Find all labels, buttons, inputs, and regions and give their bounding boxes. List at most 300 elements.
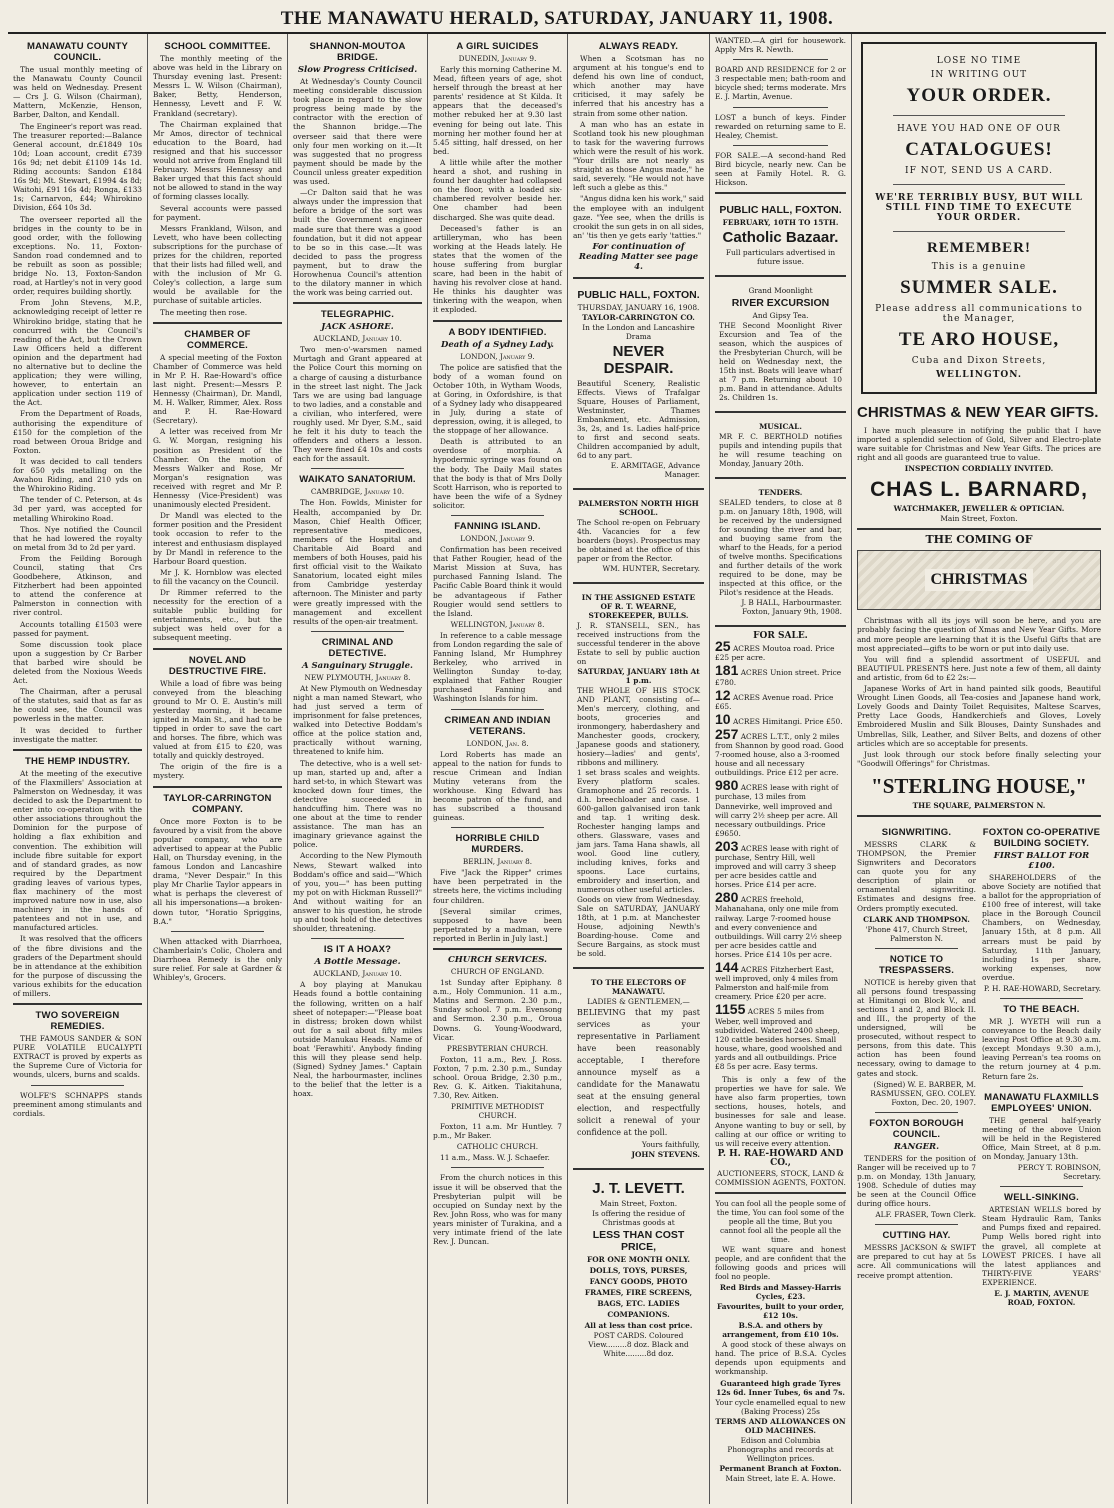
subheadline: JACK ASHORE. [321,322,394,333]
headline: CHAMBER OF COMMERCE. [184,328,251,351]
signature: PERCY T. ROBINSON, Secretary. [1017,1163,1101,1182]
ad-pretitle: Grand Moonlight [748,286,813,296]
lower-ads [857,822,1101,1308]
paragraph: Accounts totalling £1503 were passed for payment. [13,619,142,638]
divider [857,815,1101,817]
subheadline: FIRST BALLOT FOR £100. [993,850,1090,871]
masthead: THE MANAWATU HERALD, SATURDAY, JANUARY 11, 1908. [8,0,1106,34]
ad-excursion [715,282,846,406]
paragraph: Some discussion took place upon a suggestion by Cr Barber that barbed wire should be deleted from the Noxious Weeds Act. [13,639,142,686]
headline: CRIMINAL AND DETECTIVE. [321,636,394,659]
paragraph: THE general half-yearly meeting of the above Union will be held in the Registered Office, Main Street, at 8 p.m. on Monday, January 13th. [982,1115,1101,1162]
ad-footer: Goods on view from Wednesday. Sale on SATURDAY, JANUARY 18th, at 1 p.m. at Manchester House, adjoining Newth's Boarding-house. Come and Secure Bargains, as stock must be sold. [577,894,700,958]
ad-tagline: All at less than cost price. [584,1320,693,1330]
christmas-illustration [857,550,1101,610]
divider [715,625,846,627]
sale-listing [715,1001,846,1071]
headline: HORRIBLE CHILD MURDERS. [455,833,540,856]
paragraph: MESSRS JACKSON & SWIFT are prepared to cut hay at 5s acre. All communications will receive prompt attention. [857,1243,976,1280]
paragraph: SHAREHOLDERS of the above Society are notified that a ballot for the appropriation of £100 free of interest, will take place in the Borough Council Chambers, on Wednesday, January 15th, at 8 p.m. All arrears must be paid by Saturday, 11th January, including 1s per share, working expenses, now overdue. [982,872,1101,982]
dateline: AUCKLAND, January 10. [313,969,402,979]
ad-musical [715,418,846,472]
acres-number: 25 [715,638,731,655]
acres-number: 280 [715,889,739,906]
paragraph: When a Scotsman has no argument at his tongue's end to defend his own line of conduct, which another may have criticised, it may safely be inferred that his ancestry has a strain from some other nation. [573,54,704,118]
headline: A BODY IDENTIFIED. [448,326,547,338]
paragraph: You will find a splendid assortment of USEFUL and BEAUTIFUL PRESENTS here. Just note a few of them, all dainty and artistic, from 6d to £2 2s:— [857,654,1101,682]
divider [451,827,544,828]
ad-high-school [573,495,704,577]
ad-line: This is a genuine [931,262,1027,272]
address-line: Main Street, late E. A. Howe. [725,1473,836,1483]
paragraph: [Several similar crimes, supposed to have been perpetrated by a madman, were reported in Berlin in July last.] [433,906,562,943]
paragraph: It was decided to further investigate the matter. [13,725,142,744]
ad-never-despair [573,284,704,483]
divider [171,931,264,932]
paragraph: When attacked with Diarrhoea, Chamberlain's Colic, Cholera and Diarrhoea Remedy is the only sure relief. For sale at Gardner & Whibley's, Grocers. [153,936,282,983]
dateline: CAMBRIDGE, January 10. [310,487,405,497]
divider [573,277,704,279]
ad-body: THE Second Moonlight River Excursion and Tea of the season, which the auspices of the Presbyterian Church, will be held on Wednesday next, the 15th inst. Boats will leave wharf at 7 p.m. Returning about 10 p.m. Band in attendance. Adults 2s. Children 1s. [719,321,842,403]
headline: TELEGRAPHIC. [320,309,395,321]
divider [13,1003,142,1005]
paragraph: Dr Mandl was elected to the former position and the President took occasion to refer to the interest and enthusiasm displayed by Dr Mandl in reference to the Harbour Board question. [153,511,282,566]
paragraph: WE want square and honest people, and are confident that the following goods and prices will fool no people. [715,1244,846,1282]
ad-title: TO THE ELECTORS OF MANAWATU. [590,977,687,996]
barnard-name: CHAS L. BARNARD, [870,478,1088,502]
dateline: LONDON, January 9. [460,351,535,361]
headline: NOTICE TO TRESPASSERS. [878,953,955,976]
paragraph: From the Feilding Borough Council, stating that Crs Goodbehere, Atkinson, and Fitzherbert had been appointed to attend the conference at Palmerston in connection with river control. [13,553,142,618]
ad-signature: WM. HUNTER, Secretary. [602,563,700,573]
acres-number: 181 [715,662,739,679]
continuation-note: For continuation of Reading Matter see page 4. [578,241,699,272]
paragraph: The monthly meeting of the above was held in the Library on Thursday evening last. Present: Messrs L. W. Wilson (Chairman), Baker, Betty, Henderson, Hennessy, Levett and F. W. Frankland (secretary). [153,54,282,118]
divider [31,1085,124,1086]
divider [451,709,544,710]
divider [311,468,404,469]
listing-text: ACRES Union street. Price £780. [715,668,842,687]
headline: WELL-SINKING. [1004,1192,1079,1204]
paragraph: I have much pleasure in notifying the public that I have imported a splendid selection of Gold, Silver and Electro-plate ware suitable for Christmas and New Year Gifts. The prices are right and all goods are guaranteed true to value. [857,426,1101,463]
headline: SCHOOL COMMITTEE. [164,41,271,52]
ad-venue: PUBLIC HALL, FOXTON. [577,288,700,301]
price-line: Guaranteed high grade Tyres 12s 6d. Inner Tubes, 6s and 7s. [716,1378,845,1397]
dateline: DUNEDIN, January 9. [458,54,537,63]
sale-listing [715,710,846,727]
ad-electors [573,974,704,1163]
paragraph: NOTICE is hereby given that all persons found trespassing at Himitangi on Block V., and sections 1 and 2, and Block II. and III., the property of the undersigned, will be prosecuted, without respect to persons, from this date. This action has been found necessary, owing to damage to gates and stock. [857,977,976,1078]
listing-text: ACRES Himitangi. Price £50. [732,716,843,726]
ad-signature: E. ARMITAGE, Advance Manager. [610,460,700,479]
church-times: Foxton, 11 a.m., Rev. J. Ross. Foxton, 7 p.m. 2.30 p.m., Sunday school. Oroua Bridge, 2.30 p.m., Rev. G. K. Aitken. Tiakitahuna, 7.30, Rev. Aitken. [433,1054,562,1101]
paragraph: ARTESIAN WELLS bored by Steam Hydraulic Ram, Tanks and Pumps fixed and repaired. Pump Wells bored right into the gravel, all complete at LOWEST PRICES. I have all the latest appliances and THIRTY-FIVE YEARS' EXPERIENCE. [982,1205,1101,1287]
headline: TWO SOVEREIGN REMEDIES. [35,1010,120,1033]
ad-items: 1 set brass scales and weights. Every platform scales. Gramophone and 25 records. 1 d.h. breechloader and case. 1 600-gallon galvanised iron tank and tap. 1 writing desk. Rochester hanging lamps and others. Glassware, vases and jam jars. Tama Hana shawls, all wool. Good line cutlery, including knives, forks and spoons. Lace curtains, embroidery and insertion, and numerous other useful articles. [577,767,700,894]
terms-line: TERMS AND ALLOWANCES ON OLD MACHINES. [715,1416,846,1435]
signature: P. H. RAE-HOWARD, Secretary. [983,984,1101,993]
church-times: 11 a.m., Mass. W. J. Schaefer. [440,1153,550,1163]
paragraph: The Chairman explained that Mr Amos, director of technical education to the Board, had resigned and that his successor would not arrive from England till February. Messrs Hennessy and Baker urged that this fact should not be allowed to stand in the way of forming classes locally. [153,119,282,202]
subheadline: A Sanguinary Struggle. [301,660,413,671]
ad-period: FOR ONE MONTH ONLY. [586,1254,691,1264]
ad-bazaar [715,199,846,270]
ad-highlight: LESS THAN COST PRICE, [592,1228,685,1253]
headline: CRIMEAN AND INDIAN VETERANS. [444,714,551,737]
divider [893,231,1065,232]
divider [893,184,1065,185]
paragraph: The Engineer's report was read. The treasurer reported:—Balance General account, dr.£1849 10s 10d; Loan account, credit £739 16s 9d; net debit £1109 14s 1d. Riding accounts: Sandon £184 16s 9d; Mt. Stewart, £1994 4s 8d; Waitohi, £91 16s 4d; Ronga, £133 1s; Carnarvon, £44; Whirokino Division, £64 10s 3d. [13,121,142,213]
paragraph: This is only a few of the properties we have for sale. We have also farm properties, town sections, houses, hotels, and businesses for sale and lease. Anyone wanting to buy or sell, by calling at our office or writing to us will receive every attention. [715,1075,846,1148]
listing-text: ACRES Moutoa road. Price £25 per acre. [715,644,835,663]
christmas-banner: CHRISTMAS [925,569,1034,591]
ad-date: THURSDAY, JANUARY 16, 1908. [577,302,700,312]
barnard-trade: WATCHMAKER, JEWELLER & OPTICIAN. [893,504,1065,514]
paragraph: The usual monthly meeting of the Manawatu County Council was held on Wednesday. Present — Crs J. G. Wilson (Chairman), Mattern, McKenzie, Henson, Barber, Dalton, and Kendall. [13,65,142,120]
classified-ad: BOARD AND RESIDENCE for 2 or 3 respectable men; bath-room and bicycle shed; terms moderate. Mrs E. J. Martin, Avenue. [715,65,846,102]
sale-listing [715,959,846,1002]
divider [875,948,958,949]
dateline: LONDON, Jan. 8. [466,738,529,748]
paragraph: The tender of C. Peterson, at 4s 3d per yard, was accepted for metalling Whirokino Road. [13,495,142,523]
paragraph: At New Plymouth on Wednesday night a man named Stewart, who had just served a term of imprisonment for false pretences, walked into Detective Boddam's office at the police station and, practically without warning, threatened to knife him. [293,683,422,757]
listing-text: ACRES Fitzherbert East, well improved, only 4 miles from Palmerston and half-mile from creamery. Price £20 per acre. [715,965,838,1002]
acres-number: 203 [715,837,739,854]
barnard-address: Main Street, Foxton. [940,514,1018,524]
ad-line: HAVE YOU HAD ONE OF OUR [897,124,1061,134]
ad-body: Beautiful Scenery, Realistic Effects. Views of Trafalgar Square, Houses of Parliament, Westminster, Thames Embankment, etc. Admission, 3s, 2s, and 1s. Ladies half-price to first and second seats. Children accompanied by adult, 6d to any part. [577,378,700,460]
firm-address: 'Phone 417, Church Street, Palmerston N. [865,924,968,943]
paragraph: Just look through our stock before finally selecting your "Goodwill Offerings" for Christmas. [857,749,1101,768]
church-name: PRIMITIVE METHODIST CHURCH. [451,1102,544,1121]
paragraph: Lord Roberts has made an appeal to the nation for funds to rescue Crimean and Indian Mutiny veterans from the workhouse. King Edward has become patron of the fund, and has subscribed a thousand guineas. [433,749,562,823]
divider [875,1112,958,1113]
paragraph: TENDERS for the position of Ranger will be received up to 7 p.m. on Monday, 13th January, 1908. Schedule of duties may be seen at the Council Office during office hours. [857,1153,976,1209]
ad-closing: Yours faithfully, [641,1139,700,1149]
divider [1000,1086,1083,1087]
divider [13,749,142,751]
paragraph: A special meeting of the Foxton Chamber of Commerce was held in Mr P. H. Rae-Howard's office last night. Present:—Messrs P. Hennessy (Chairman), Dr. Mandl, M. H. Walker, Rimmer, Alex. Ross and P. H. Rae-Howard (Secretary). [153,352,282,426]
divider [715,275,846,277]
listing-text: ACRES freehold, Mahanahana, only one mile from railway. Large 7-roomed house and every convenience and outbuildings. Will carry 2½ sheep per acre besides cattle and horses. Price £14 10s per acre. [715,895,842,959]
divider [715,477,846,479]
headline: A GIRL SUICIDES [456,41,539,52]
paragraph: Thos. Nye notified the Council that he had lowered the royalty on metal from 3d to 2d per yard. [13,524,142,552]
ad-address: Main Street, Foxton. [599,1198,678,1208]
ad-company: TAYLOR-CARRINGTON CO. [582,312,695,322]
column-4 [428,34,568,1504]
classified-ad: WANTED.—A girl for housework. Apply Mrs R. Newth. [715,36,846,55]
acres-number: 144 [715,959,739,976]
ad-line: IN WRITING OUT [930,70,1028,80]
paragraph: Christmas with all its joys will soon be here, and you are probably facing the question of Xmas and New Year Gifts. More and more people are learning that it is the Useful Gifts that are most appreciated—gifts to be worn or put into daily use. [857,616,1101,653]
sale-listing [715,725,846,778]
signature: E. J. MARTIN, AVENUE ROAD, FOXTON. [994,1288,1089,1307]
ad-items: DOLLS, TOYS, PURSES, FANCY GOODS, PHOTO FRAMES, FIRE SCREENS, BAGS, ETC. LADIES COMPANIONS. [584,1265,693,1319]
paragraph: From John Stevens, M.P., acknowledging receipt of letter re Whirokino bridge, stating that he concurred with the Council's reading of the Act, but the Crown Law Officers held a different opinion and the department had no alternative but to decline the application; they were willing, however, to entertain an application under section 119 of the Act. [13,298,142,408]
price-line: Favourites, built to your order, £12 10s. [716,1302,845,1321]
divider [1000,1186,1083,1187]
ad-line: WELLINGTON. [935,370,1023,380]
paragraph: Dr Rimmer referred to the necessity for the erection of a suitable public building for entertainments, etc., but the subject was held over for a subsequent meeting. [153,587,282,643]
divider [153,322,282,324]
paragraph: The Hon. Fowlds, Minister for Health, accompanied by Dr. Mason, Chief Health Officer, representative medicoes, members of the Hospital and Charitable Aid Board and members of both Houses, paid his first official visit to the Waikato Sanatorium, located eight miles from Cambridge yesterday afternoon. The Minister and party were greatly impressed with the management and excellent results of the open-air treatment. [293,498,422,626]
columns [8,34,1106,1504]
ad-title: NEVER DESPAIR. [603,342,674,377]
ad-title: J. T. LEVETT. [592,1179,685,1197]
sale-listing [715,638,846,663]
divider [293,302,422,304]
subheadline: Death of a Sydney Lady. [441,339,554,350]
ad-body: SEALED tenders, to close at 8 p.m. on January 18th, 1908, will be received by the undersigned for sounding the river and bar, and buoying same from the wharf to the Heads, for a period of twelve months. Specifications and further details of the work required to be done, may be inspected at this office, or the Pilot's residence at the Heads. [719,498,842,598]
paragraph: A little while after the mother heard a shot, and rushing in found her daughter had collapsed on the floor, with a loaded six-chambered revolver beside her. One chamber had been discharged. She was quite dead. [433,157,562,222]
agent-description: AUCTIONEERS, STOCK, LAND & COMMISSION AGENTS, FOXTON. [715,1168,846,1187]
ad-heading: SUMMER SALE. [900,277,1058,298]
ad-heading: REMEMBER! [927,240,1031,256]
signature: ALF. FRASER, Town Clerk. [875,1210,976,1220]
ad-auction [573,589,704,962]
sale-listing [715,837,846,890]
paragraph: A man who has an estate in Scotland took his new ploughman to task for the wavering furrows which were the result of his work. "Your drills are not nearly as straight as those Angus made," he said, severely. "He would not have left such a glebe as this." [573,119,704,193]
divider [451,1167,544,1168]
church-name: PRESBYTERIAN CHURCH. [446,1043,549,1053]
divider [857,528,1101,530]
divider [715,192,846,194]
ad-body: THE WHOLE OF HIS STOCK AND PLANT, consisting of—Men's mercery, clothing, and boots, groceries and ironmongery, haberdashery and Manchester goods, crockery, Japanese goods and stationery, hosiery—ladies' and gents', ribbons and millinery. [577,685,700,767]
column-2 [148,34,288,1504]
sale-listing [715,662,846,687]
acres-number: 12 [715,686,731,703]
price-line: Your cycle enamelled equal to new (Baking Process) 25s [715,1397,846,1416]
divider [153,786,282,788]
ad-date: FEBRUARY, 10TH TO 15TH. [722,218,839,228]
listing-text: ACRES lease with right of purchase, 13 miles from Dannevirke, well improved and will carry 2½ sheep per acre. All necessary outbuildings. Price £9650. [715,783,839,838]
agent-name: P. H. RAE-HOWARD AND CO., [717,1148,844,1168]
dateline: NEW PLYMOUTH, January 8. [304,672,411,682]
paragraph: The detective, who is a well set-up man, started up and, after a hard set-to, in which Stewart was knocked down four times, the detective succeeded in handcuffing him. There was no one about at the time to render assistance. The man has an imaginary grievance against the police. [293,758,422,850]
ad-body: J. R. STANSELL, SEN., has received instructions from the successful tenderer in the above Estate to sell by public auction on [577,620,700,666]
ad-body: Is offering the residue of Christmas goods at [592,1208,685,1227]
church-name: CHURCH OF ENGLAND. [450,967,545,977]
column-5 [568,34,710,1504]
paragraph: Deceased's father is an artilleryman, who has been working at the Heads lately. He states that the women of the house suffering from burglar scare, had been in the habit of having his revolver close at hand. He thinks his daughter was tinkering with the weapon, when it exploded. [433,223,562,315]
sale-listing [715,889,846,959]
paragraph: At Wednesday's County Council meeting considerable discussion took place in regard to the slow progress being made by the contractor with the erection of the Shannon bridge.—The overseer said that there were only four men working on it.—It was suggested that no progress payment should be made by the Council unless greater expedition was used. [293,77,422,187]
headline: SIGNWRITING. [881,826,952,838]
dateline: AUCKLAND, January 10. [313,334,402,344]
ad-line: Please address all communications to the Manager, [875,304,1083,324]
divider [573,967,704,969]
divider [733,145,828,146]
ad-heading: CATALOGUES! [905,139,1053,160]
ad-date: SATURDAY, JANUARY 18th At 1 p.m. [577,666,700,685]
divider [715,1192,846,1194]
headline: FOXTON BOROUGH COUNCIL. [869,1117,964,1140]
paragraph: The origin of the fire is a mystery. [153,762,282,781]
paragraph: According to the New Plymouth News, Stewart walked into Boddam's office and said—"Which of you, you—" has been putting my pot on with Hickman Russell?" And without waiting for an answer to his question, he strode up and took hold of the detectives shoulder, threatening. [293,851,422,934]
sale-listing [715,777,846,838]
price-line: Red Birds and Massey-Harris Cycles, £23. [719,1283,842,1302]
divider [153,648,282,650]
listing-text: ACRES 5 miles from Weber, well improved and subdivided. Watered 2400 sheep, 120 cattle besides horses. Small house, whare, good woolshed and yards and all outbuildings. Price £8 5s per acre. Easy terms. [715,1007,843,1071]
ad-title: Catholic Bazaar. [722,229,839,247]
paragraph: Five "Jack the Ripper" crimes have been perpetrated in the streets here, the victims including four children. [433,868,562,905]
sale-listing [715,686,846,711]
ad-title: IN THE ASSIGNED ESTATE OF R. T. WEARNE, STOREKEEPER, BULLS. [581,592,696,620]
divider [433,320,562,322]
ad-body: The School re-open on February 4th. Vacancies for a few boarders (boys). Prospectus may be obtained at the office of this paper or from the Rector. [577,517,700,563]
sterling-address: THE SQUARE, PALMERSTON N. [912,800,1046,810]
paragraph: The police are satisfied that the body of a woman found on October 10th, in Wytham Woods, at Goring, in Oxfordshire, is that of a Sydney lady who disappeared in July, during a state of depression, owing, it is alleged, to the stoppage of her allowance. [433,362,562,436]
column-3 [288,34,428,1504]
paragraph: At the meeting of the executive of the Flaxmillers' Association at Palmerston on Wednesday, it was decided to ask the Department to enter into co-operation with the other associations throughout the Dominion for the purpose of holding a flax exhibition and convention. The exhibition will include fibre suitable for export and of standard grades, as now required by the Department grading leaves of various types, flax machinery of the most improved nature now in use, also machinery in the hands of patentees and not in use, and manufactured articles. [13,768,142,933]
paragraph: MESSRS CLARK & THOMPSON, the Premier Signwriters and Decorators can quote you for any description of plain or ornamental signwriting. Estimates and designs free. Orders promptly executed. [857,839,976,913]
headline: TAYLOR-CARRINGTON COMPANY. [163,792,272,815]
subheadline: Slow Progress Criticised. [297,65,418,75]
ad-intro: In the London and Lancashire Drama [582,322,695,341]
ad-line: WE'RE TERRIBLY BUSY, BUT WILL STILL FIND TIME TO EXECUTE YOUR ORDER. [875,193,1083,223]
phonograph-line: Edison and Columbia Phonographs and records at Wellington prices. [727,1435,834,1463]
listing-text: ACRES Avenue road. Price £65. [715,692,834,711]
divider [733,59,828,60]
ad-line: IF NOT, SEND US A CARD. [905,166,1053,176]
sterling-house-name: "STERLING HOUSE," [871,773,1087,798]
divider [451,515,544,516]
ad-postcards: POST CARDS. Coloured View.........8 doz. Black and White.........8d doz. [588,1330,689,1358]
ad-motto: You can fool all the people some of the time, You can fool some of the people all the time, But you cannot fool all the people all the time. [715,1198,846,1244]
ad-venue: PUBLIC HALL, FOXTON. [719,204,842,217]
ad-heading: YOUR ORDER. [906,85,1052,106]
ad-title: MUSICAL. [759,422,802,432]
signature: (Signed) W. E. BARBER, M. RASMUSSEN, GEO. COLEY. Foxton, Dec. 20, 1907. [870,1079,976,1107]
divider [311,631,404,632]
paragraph: Japanese Works of Art in hand painted silk goods, Beautiful Wrought Linen Goods, all Tea-cosies and Japanese hand work, Lovely Goods and Dainty Toilet Requisites, Maltese Scarves, Pretty Lace Goods, Handkerchiefs and Gloves, Lovely Embroidered Muslin and Silk Blouses, Dainty Sunshades and Umbrellas, Silk, Leather, and Silver Belts, and dozens of other articles which are so acceptable for presents. [857,684,1101,748]
paragraph: While a load of fibre was being conveyed from the bleaching ground to Mr O. E. Austin's mill yesterday morning, it became ignited in Main St., and had to be tipped in order to save the cart and horses. The fibre, which was valued at from £15 to £20, was totally and quickly destroyed. [153,678,282,761]
paragraph: —Cr Dalton said that he was always under the impression that before a bridge of the sort was built the Government engineer made sure that there was a good foundation, but it did not appear to be so in this case.—It was decided to pass the progress payment, but to draw the Horowhenua Council's attention to the dilatory manner in which the work was being carried out. [293,188,422,298]
divider [1000,998,1083,999]
church-name: CATHOLIC CHURCH. [456,1142,539,1152]
ad-heading: TE ARO HOUSE, [898,329,1060,350]
headline: IS IT A HOAX? [323,944,392,956]
headline: CUTTING HAY. [882,1230,951,1242]
lower-ads-right [982,822,1101,1308]
headline: MANAWATU COUNTY COUNCIL. [27,41,128,63]
acres-number: 980 [715,777,739,794]
paragraph: Death is attributed to an overdose of morphia. A hypodermic syringe was found on the body. The Daily Mail states that the body is that of Mrs Dolly Scott Harrison, who is reported to have been the wife of a Sydney solicitor. [433,437,562,510]
for-sale-title: FOR SALE. [753,631,808,642]
column-1 [8,34,148,1504]
headline: SHANNON-MOUTOA BRIDGE. [309,41,406,63]
column-6 [710,34,852,1504]
ad-tenders [715,484,846,620]
ad-line: LOSE NO TIME [936,56,1022,66]
paragraph: A good stock of these always on hand. The price of B.S.A. Cycles depends upon equipments and workmanship. [715,1340,846,1377]
divider [311,938,404,939]
church-services-title: CHURCH SERVICES. [447,955,548,966]
paragraph: From the Department of Roads, authorising the expenditure of £150 for the completion of the road between Oroua Bridge and Foxton. [13,409,142,455]
acres-number: 1155 [715,1001,746,1018]
ad-salutation: LADIES & GENTLEMEN,— [587,996,690,1006]
church-times: Foxton, 11 a.m. Mr Huntley. 7 p.m., Mr Baker. [433,1122,562,1141]
paragraph: Confirmation has been received that Father Rougier, head of the Marist Mission at Suva, has purchased Fanning Island. The Pacific Cable Board think it would be advantageous if Father Rougier would send settlers to the Island. [433,545,562,618]
paragraph: Messrs Frankland, Wilson, and Levett, who have been collecting subscriptions for the purchase of prizes for the children, reported that their lists had filled well, and with the inclusion of Mr G. Coley's collection, a large sum would be available for the purchase of suitable articles. [153,223,282,306]
subheadline: A Bottle Message. [314,957,401,968]
paragraph: "Angus didna ken his work," said the employee with an indulgent gaze. "Yee see, when the drills is crookit the sun gets in on all sides, an' 'tis then ye gets early 'tatties." [573,194,704,240]
paragraph: Two men-o'-warsmen named Murtagh and Grant appeared at the Police Court this morning on a charge of causing a disturbance in the street last night. The Jack Tars we are using bad language to two ladies, and a constable and a civilian, who interfered, were roughly used. Mr Dyer, S.M., said he felt it his duty to teach the offenders and others a lesson. They were fined £4 10s and costs each for the assault. [293,345,422,464]
paragraph: Once more Foxton is to be favoured by a visit from the above popular company, who are advertised to appear at the Public Hall, on Thursday evening, in the famous London and Lancashire drama, "Never Despair." In this play Mr Charlie Taylor appears in what is perhaps the cleverest of all his impersonations—a broken-down tutor, "Horatio Spriggins, B.A." [153,816,282,926]
ad-body: BELIEVING that my past services as your representative in Parliament have been reasonably acceptable, I therefore announce myself as a candidate for the Manawatu seat at the ensuing general election, and respectfully solicit a renewal of your confidence at the poll. [577,1007,700,1137]
headline: NOVEL AND DESTRUCTIVE FIRE. [168,654,267,677]
ad-title: RIVER EXCURSION [731,297,830,310]
divider [433,948,562,950]
dateline: LONDON, January 9. [460,534,535,544]
ad-subtitle: And Gipsy Tea. [752,311,809,321]
headline: TO THE BEACH. [1003,1004,1080,1015]
headline: FOXTON CO-OPERATIVE BUILDING SOCIETY. [982,826,1101,849]
acres-number: 10 [715,710,731,727]
paragraph: A letter was received from Mr G. W. Morgan, resigning his position as President of the Chamber. On the motion of Messrs Walker and Rose, Mr Morgan's resignation was received with regret and Mr P. Hennessy (Vice-President) was unanimously elected President. [153,427,282,510]
headline: MANAWATU FLAXMILLS EMPLOYEES' UNION. [984,1091,1099,1114]
headline: WAIKATO SANATORIUM. [299,474,416,486]
dateline: WELLINGTON, January 8. [450,619,545,629]
paragraph: The overseer reported all the bridges in the county to be in good order, with the following exceptions. No. 11, Foxton-Sandon road condemned and to be rebuilt as soon as possible; bridge No. 13, Foxton-Sandon road, at Hartley's not in very good order, requires building shortly. [13,214,142,297]
branch-line: Permanent Branch at Foxton. [719,1463,842,1473]
divider [715,411,846,413]
paragraph: The meeting then rose. [160,307,248,317]
divider [573,582,704,584]
paragraph: The Chairman, after a perusal of the statutes, said that as far as he could see, the Council was powerless in the matter. [13,687,142,724]
classified-ad: LOST a bunch of keys. Finder rewarded on returning same to E. Healey, Chemist. [715,112,846,140]
dateline: BERLIN, January 8. [462,857,533,867]
paragraph: THE FAMOUS SANDER & SON PURE VOLATILE EUCALYPTI EXTRACT is proved by experts as the Supreme Cure of Victoria for wounds, ulcers, burns and scalds. [13,1034,142,1080]
paragraph: Mr J. K. Hornblow was elected to fill the vacancy on the Council. [153,567,282,586]
ad-signature: J. B HALL, Harbourmaster. Foxton, January 9th, 1908. [741,598,842,617]
paragraph: It was decided to call tenders for 650 yds metalling on the Awahou Riding, and 210 yds on the Whirokino Riding. [13,456,142,494]
headline: FANNING ISLAND. [454,521,541,533]
acres-number: 257 [715,725,739,742]
church-times: 1st Sunday after Epiphany. 8 a.m., Holy Communion. 11 a.m., Matins and Sermon. 2.30 p.m., Sunday school. 7 p.m. Evensong and Sermon. 2.30 p.m., Oroua Downs. G. Young-Woodward, Vicar. [433,978,562,1042]
paragraph: WOLFE'S SCHNAPPS stands preeminent among stimulants and cordials. [13,1090,142,1118]
column-7 [852,34,1106,1504]
divider [573,1168,704,1170]
divider [733,107,828,108]
ad-signature: JOHN STEVENS. [631,1149,700,1159]
subheadline: RANGER. [893,1141,940,1152]
divider [875,1224,958,1225]
paragraph: Several accounts were passed for payment. [153,203,282,222]
te-aro-house-ad [861,42,1097,394]
ad-title: TENDERS. [758,488,803,498]
ad-line: Cuba and Dixon Streets, [911,356,1047,366]
divider [573,488,704,490]
paragraph: A boy playing at Manukau Heads found a bottle containing the following, written on a half sheet of notepaper:—"Please boat in distress; broken down whilst out for a sail about fifty miles outside Manukau Heads. Name of boat 'Ferawhiti'. Anybody finding this will they please send help. (Signed) Sydney James." Captain Neal, the harbourmaster, inclines to the belief that the letter is a hoax. [293,980,422,1099]
ad-title: PALMERSTON NORTH HIGH SCHOOL. [578,498,699,517]
lower-ads-left [857,822,976,1308]
listing-text: ACRES L.T.T., only 2 miles from Shannon by good road. Good 7-roomed house, also a 3-roomed house and all necessary outbuildings. Price £12 per acre. [715,731,844,778]
headline: THE HEMP INDUSTRY. [25,755,130,767]
headline: ALWAYS READY. [598,41,679,52]
paragraph: Early this morning Catherine M. Mead, fifteen years of age, shot herself through the breast at her parents' residence at St Kilda. It appears that the deceased's mother rebuked her at 9.30 last evening for being out late. This morning her mother found her at 5.45 sitting, half dressed, on her bed. [433,65,562,156]
ad-body: MR F. C. BERTHOLD notifies pupils and intending pupils that he will resume teaching on Monday, January 20th. [719,432,842,469]
listing-text: ACRES lease with right of purchase, Sentry Hill, well improved and will carry 3 sheep per acre besides cattle and horses. Price £14 per acre. [715,843,839,890]
divider [893,115,1065,116]
paragraph: In reference to a cable message from London regarding the sale of Fanning Island, Mr Humphrey Berkeley, who arrived in Wellington Sunday to-day, explained that Father Rougier purchased Fanning and Washington Islands for him. [433,630,562,704]
ad-body: Full particulars advertised in future issue. [725,248,836,267]
classified-ad: FOR SALE.—A second-hand Red Bird bicycle, nearly new. Can be seen at Family Hotel. R. G. Hickson. [715,150,846,188]
coming-title: THE COMING OF [925,533,1033,547]
ad-levett [573,1175,704,1362]
xmas-gifts-title: CHRISTMAS & NEW YEAR GIFTS. [857,404,1099,421]
